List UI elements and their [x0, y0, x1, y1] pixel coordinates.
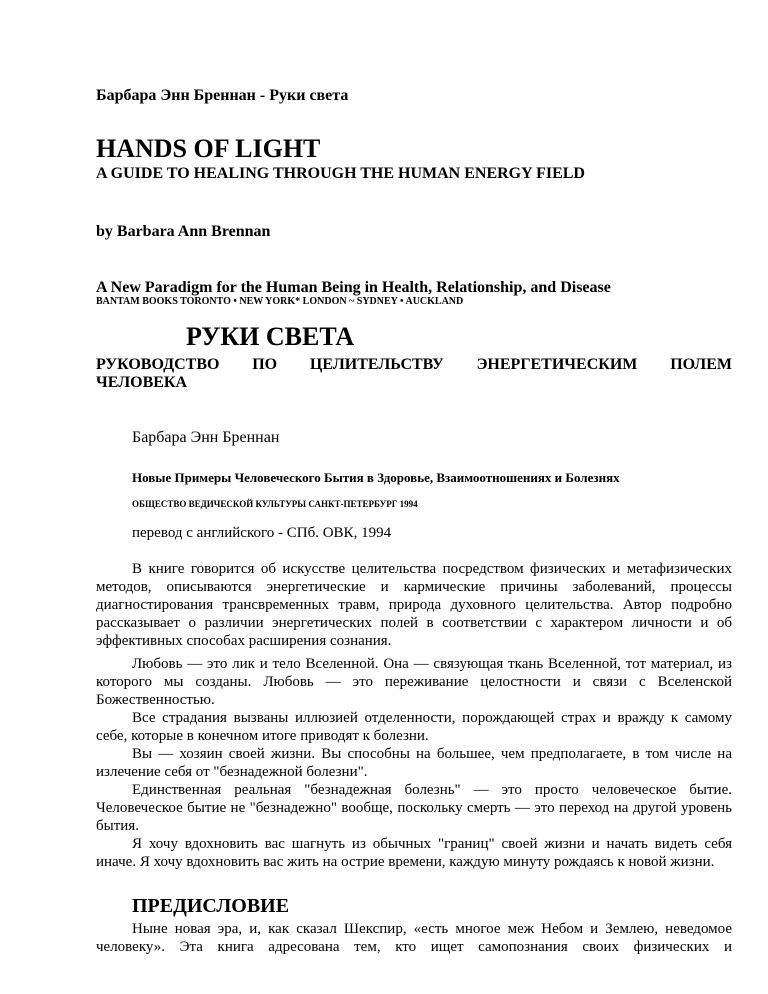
english-title: HANDS OF LIGHT	[96, 134, 321, 163]
epigraph-paragraph: Любовь — это лик и тело Вселенной. Она — связующая ткань Вселенной, тот материал, из которого мы созданы. Любовь — это переживание целостности и связи с Вселенской Божественностью.	[96, 656, 732, 708]
header-title: Барбара Энн Бреннан - Руки света	[96, 87, 349, 104]
russian-author: Барбара Энн Бреннан	[132, 429, 280, 446]
russian-subtitle-line1: РУКОВОДСТВО ПО ЦЕЛИТЕЛЬСТВУ ЭНЕРГЕТИЧЕСКИМ ПОЛЕМ	[96, 356, 732, 373]
epigraph-paragraph: Все страдания вызваны иллюзией отделенности, порождающей страх и вражду к самому себе, которые в конечном итоге приводят к болезни.	[96, 710, 732, 744]
english-publisher: BANTAM BOOKS TORONTO • NEW YORK* LONDON ~ SYDNEY • AUCKLAND	[96, 296, 464, 307]
english-subtitle: A GUIDE TO HEALING THROUGH THE HUMAN ENERGY FIELD	[96, 165, 585, 182]
preface-heading: ПРЕДИСЛОВИЕ	[132, 895, 290, 917]
annotation-paragraph: В книге говорится об искусстве целительства посредством физических и метафизических методов, описываются энергетические и кармические причины заболеваний, процессы диагностирования трансвременных травм, природа духовного целительства. Автор подробно рассказывает о различии энергетических полей в соответствии с характером личности и об эффективных способах расширения сознания.	[96, 561, 732, 649]
epigraph-paragraph: Я хочу вдохновить вас шагнуть из обычных "границ" своей жизни и начать видеть себя иначе. Я хочу вдохновить вас жить на острие времени, каждую минуту рождаясь к новой жизни.	[96, 836, 732, 870]
russian-subtitle-line2: ЧЕЛОВЕКА	[96, 374, 188, 391]
russian-tagline: Новые Примеры Человеческого Бытия в Здоровье, Взаимоотношениях и Болезнях	[132, 470, 620, 485]
russian-translation: перевод с английского - СПб. ОВК, 1994	[132, 525, 392, 541]
preface-paragraph: Ныне новая эра, и, как сказал Шекспир, «есть многое меж Небом и Землею, неведомое человеку». Эта книга адресована тем, кто ищет самопознания своих физических и	[96, 921, 732, 955]
epigraph	[96, 655, 732, 871]
english-byline: by Barbara Ann Brennan	[96, 223, 271, 240]
russian-title: РУКИ СВЕТА	[186, 322, 355, 351]
russian-publisher: ОБЩЕСТВО ВЕДИЧЕСКОЙ КУЛЬТУРЫ САНКТ-ПЕТЕРБУРГ 1994	[132, 499, 418, 509]
english-tagline: A New Paradigm for the Human Being in Health, Relationship, and Disease	[96, 279, 611, 296]
epigraph-paragraph: Вы — хозяин своей жизни. Вы способны на большее, чем предполагаете, в том числе на излечение себя от "безнадежной болезни".	[96, 746, 732, 780]
epigraph-paragraph: Единственная реальная "безнадежная болезнь" — это просто человеческое бытие. Человеческое бытие не "безнадежно" вообще, поскольку смерть — это переход на другой уровень бытия.	[96, 782, 732, 834]
